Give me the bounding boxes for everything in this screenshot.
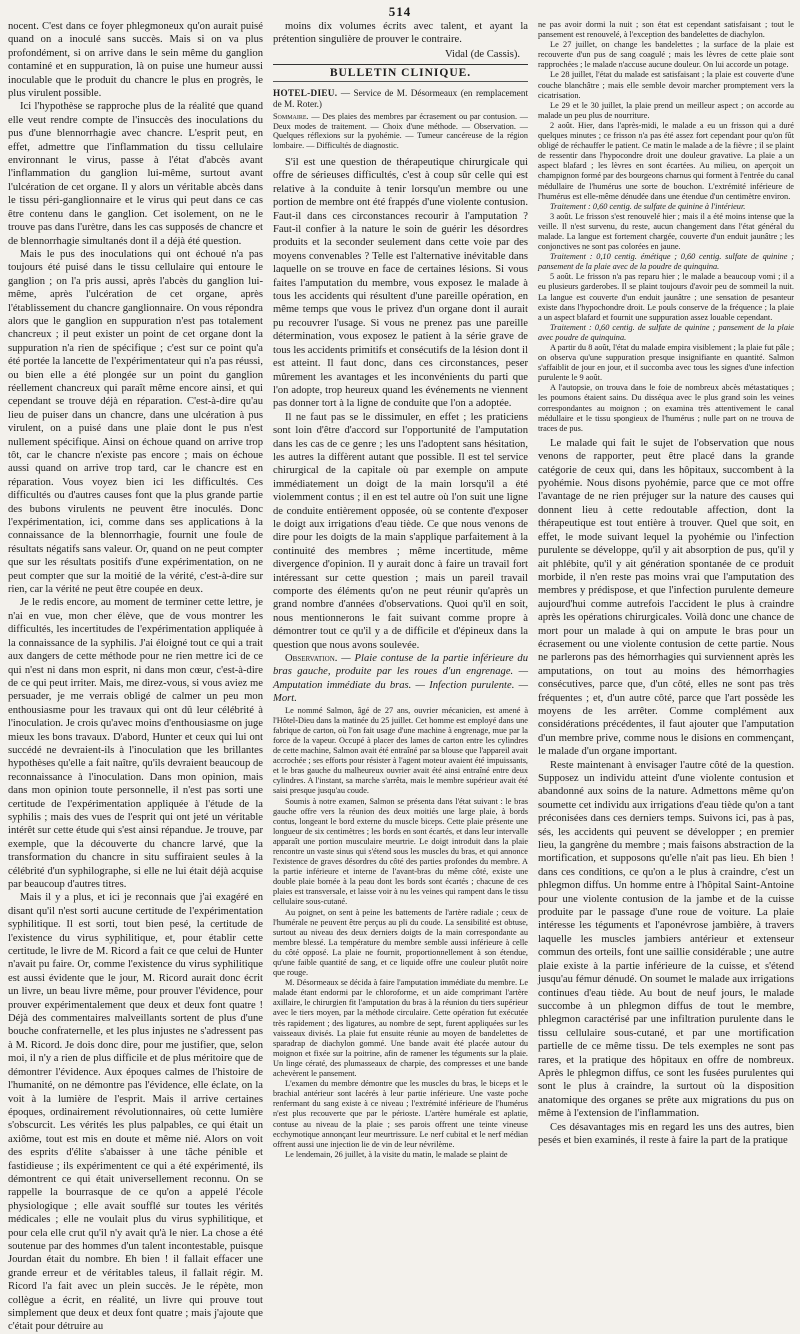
divider xyxy=(273,81,528,82)
paragraph: Ces désavantages mis en regard les uns des autres, bien pesés et bien examinés, il reste à faire la part de la pratique xyxy=(538,1121,794,1146)
paragraph: Mais il y a plus, et ici je reconnais que j'ai exagéré en disant qu'il n'est sorti aucune certitude de l'expérimentation syphilitique. Il est sorti, tout bien pesé, la certitude de l'existence du virus syphilitique, et, pour établir cette certitude, le livre de M. Ricord a fait ce que celui de Hunter n'avait pu faire. Or, comme l'existence du virus syphilitique est aussi évidente que le jour, M. Ricord aurait donc écrit un livre, un beau livre même, pour prouver l'évidence, pour prouver expérimentalement que deux et deux font quatre ! Déjà des commentaires malveillants sortent de plus d'une bouche confraternelle, et les plus injustes ne s'adressent pas à M. Ricord. Je dois donc dire, pour me justifier, que, selon moi, il n'y a rien de plus difficile et de plus méritoire que de démontrer l'évidence. Aux époques calmes de l'histoire de l'humanité, on ne démontre pas l'évidence, elle éclate, on la voit à la lumière de l'esprit. Mais il arrive certaines époques, ordinairement révolutionnaires, où cette lumière s'obscurcit. Les vérités les plus palpables, ce qui était un axiôme, tout est mis en doute et même nié. Alors on voit des esprits d'élite s'abaisser à une tâche pénible et fastidieuse ; ils expérimentent ce qui a été expérimenté, ils démontrent ce qui était universellement reconnu. On se rappelle la bourrasque de ce qu'on a appelé l'école physiologique ; elle avait soufflé sur toutes les vérités médicales ; elle ne voulait plus du virus syphilitique, et pour cela elle crut qu'il n'y avait qu'à le nier. La chose a été soutenue par des hommes d'un talent incontestable, puisque Jourdan était du nombre. Eh bien ! il fallait effacer une grande erreur et de véritables taleus, il fallait régir. M. Ricord l'a fait avec un plein succès. Je le répète, mon collègue a écrit, en réalité, un livre qui prouve tout simplement que deux et deux font quatre ; mais j'ajoute que c'était pour détruire au xyxy=(8,892,263,1333)
treatment-line: Traitement : 0,10 centig. émétique ; 0,60 centig. sulfate de quinine ; pansement de la plaie avec de la poudre de quinquina. xyxy=(538,252,794,272)
paragraph: M. Désormeaux se décida à faire l'amputation immédiate du membre. Le malade étant endormi par le chloroforme, et un aide comprimant l'artère axillaire, le chirurgien fit l'amputation du bras à la réunion du tiers supérieur avec le tiers moyen, par la méthode circulaire. Cette opération fut exécutée très rapidement ; des ligatures, au nombre de sept, furent appliquées sur les vaisseaux divisés. La plaie fut ensuite réunie au moyen de bandelettes de sparadrap de diachylon gommé. Une bande avait été placée autour du moignon et fixée sur la poitrine, afin de ramener les téguments sur la plaie. Un linge cératé, des plumasseaux de charpie, des compresses et une bande achevèrent le pansement. xyxy=(273,978,528,1079)
paragraph: Soumis à notre examen, Salmon se présenta dans l'état suivant : le bras gauche offre vers la réunion des deux moitiés une large plaie, à bords contus, longeant le bord externe du muscle biceps. Cette plaie présente une longueur de six centimètres ; les bords en sont écartés, et dans leur intervalle apparaît une portion musculaire meurtrie. Le doigt introduit dans la plaie rencontre un vaste sinus qui s'étend sous les muscles du bras, et qui annonce l'existence de graves désordres du côté des parties profondes du membre. A la partie inférieure et interne de l'avant-bras du même côté, existe une double plaie bornée à la peau dont les bords sont écartés ; chacune de ces plaies est transversale, et laisse voir à nu les veines qui rampent dans le tissu cellulaire sous-cutané. xyxy=(273,796,528,907)
paragraph: Le 28 juillet, l'état du malade est satisfaisant ; la plaie est couverte d'une couche blanchâtre ; mais elle semble devoir marcher promptement vers la cicatrisation. xyxy=(538,70,794,100)
paragraph: Ici l'hypothèse se rapproche plus de la réalité que quand elle veut rendre compte de l'insuccès des inoculations du pus d'une blennorrhagie avec chancre. L'esprit peut, en effet, admettre que l'inflammation du tissu cellulaire environnant le virus, passe à l'état d'abcès avant l'inflammation du ganglion lui-même, surtout avant l'ulcération de cet organe. Il y alors un véritable abcès dans le tissu péri-ganglionnaire et le virus qui peut dans ce cas être contenu dans le ganglion. Cet isolement, on ne le trouve pas dans l'urètre, dans les cas supposés de chancre et de blennorrhagie simultanés dont il a déjà été question. xyxy=(8,101,263,247)
paragraph: Il ne faut pas se le dissimuler, en effet ; les praticiens sont loin d'être d'accord sur l'opportunité de l'amputation dans les cas de ce genre ; les uns l'adoptent sans hésitation, les autres la diffèrent autant que possible. Il est tel service chirurgical de la capitale où par exemple on ampute immédiatement un doigt de la main lorsqu'il a été violemment contus ; il en est tel autre où l'on suit une ligne de conduite entièrement opposée, où se contente d'exposer le doigt aux irrigations d'eau tiède. Ce que nous venons de dire pour les doigts de la main s'applique parfaitement à la continuité des membres ; même incertitude, même divergence d'opinion. Il y aurait donc à faire un travail fort intéressant sur cette question ; mais un pareil travail comporte des éléments qu'on ne peut réunir qu'après un grand nombre d'années d'observations. Quoi qu'il en soit, nous mentionnerons le fait suivant comme propre à démontrer tout ce qu'il y a de difficile et d'épineux dans la question que nous avons soulevée. xyxy=(273,411,528,651)
paragraph: 5 août. Le frisson n'a pas reparu hier ; le malade a beaucoup vomi ; il a eu plusieurs garderobes. Il se plaint toujours d'avoir peu de sommeil la nuit. La langue est couverte d'un enduit jaunâtre ; une sensation de pesanteur existe dans l'hypochondre droit. Le pouls conserve de la fréquence ; la plaie a un aspect blafard et fournit une suppuration assez louable cependant. xyxy=(538,272,794,322)
paragraph: S'il est une question de thérapeutique chirurgicale qui offre de sérieuses difficultés, c'est à coup sûr celle qui est relative à la conduite à tenir lorsqu'un membre ou une portion de membre ont été frappés d'une violente contusion. Faut-il dans ces circonstances recourir à l'amputation ? Faut-il confier à la nature le soin de guérir les désordres produits et la seconder seulement dans cette voie par des moyens convenables ? Telle est l'alternative inévitable dans laquelle on se trouve en face de certaines lésions. Si vous faites l'amputation du membre, vous exposez le malade à tous les accidents qui résultent d'une pareille opération, en même temps que vous le privez d'un organe dont il aurait pu recouvrer l'usage. Si vous ne prenez pas une pareille détermination, vous exposez le patient à la série grave de tous les accidents primitifs et consécutifs de la lésion dont il est atteint. Il faut donc, dans ces circonstances, peser mûrement les avantages et les inconvénients du parti que l'on adopte, trop heureux quand les événements ne viennent pas donner tort à la ligne de conduite que l'on a adoptée. xyxy=(273,157,528,410)
summary xyxy=(273,112,528,151)
observation-title: — Plaie contuse de la partie inférieure du bras gauche, produite par les roues d'un engrenage. — Amputation immédiate du bras. — Infection purulente. — Mort. xyxy=(273,653,528,705)
paragraph: Mais le pus des inoculations qui ont échoué n'a pas toujours été puisé dans le tissu cellulaire qui entoure le ganglion ; on l'a pris aussi, après l'abcès du ganglion lui-même, après l'ulcération de cet organe, après l'établissement du chancre ganglionnaire. On vous répondra alors que le ganglion en suppuration n'est pas totalement chancreux ; il peut exister un point de cet organe dont la suppuration n'a rien de spécifique ; c'est sur ce point qu'a été portée la lancette de l'expérimentateur qui n'a pas réussi, ou bien elle a été plongée sur un point du ganglion réellement chancreux qui paraît même encore ainsi, et qui cependant se trouve déjà en réparation. C'est-à-dire qu'au lieu de puiser dans un chancre, dans une ulcération à pus virulent, on a puisé dans une plaie dont le pus n'est nullement spécifique. Ainsi on échoue quand on arrive trop tôt, car le chancre n'existe pas encore ; mais on échoue aussi quand on arrive trop tard, car le chancre est en réparation. Vous voyez bien ici les difficultés. Ces difficultés ou d'autres causes font que la plus grande partie des bubons virulents ne peuvent être inoculés. Donc l'expérimentation, ici, comme dans ses applications à la connaissance de la blennorrhagie, fournit une foule de résultats négatifs sans valeur. Or, quand on ne peut compter que sur les résultats positifs d'une expérimentation, on ne peut compter que sur la moitié de la vérité, c'est-à-dire sur rien, car la vérité ne peut être coupée en deux. xyxy=(8,248,263,596)
paragraph: Au poignet, on sent à peine les battements de l'artère radiale ; ceux de l'humérale ne peuvent être perçus au pli du coude. La sensibilité est obtuse, surtout au niveau des deux derniers doigts de la main correspondante au membre blessé. La température du membre semble aussi inférieure à celle du côté opposé. La plaie ne fournit, proportionnellement à son étendue, qu'une faible quantité de sang, et ce liquide offre une couleur plutôt noire que rouge. xyxy=(273,907,528,978)
paragraph: A partir du 8 août, l'état du malade empira visiblement ; la plaie fut pâle ; on observa qu'une suppuration presque insignifiante en quantité. Salmon s'affaiblit de jour en jour, et il succomba avec tous les signes d'une infection purulente le 9 août. xyxy=(538,343,794,383)
paragraph: 3 août. Le frisson s'est renouvelé hier ; mais il a été moins intense que la veille. Il n'est survenu, du reste, aucun changement dans l'état général du malade. La langue est fortement chargée, couverte d'un enduit jaunâtre ; les conjonctives ne sont pas colorées en jaune. xyxy=(538,211,794,252)
treatment-line: Traitement : 0,60 centig. de sulfate de quinine à l'intérieur. xyxy=(550,201,746,211)
hospital-name: HOTEL-DIEU. xyxy=(273,87,338,98)
section-title: BULLETIN CLINIQUE. xyxy=(329,66,472,79)
left-column xyxy=(8,20,263,1333)
paragraph: 2 août. Hier, dans l'après-midi, le malade a eu un frisson qui a duré quelques minutes ; ce frisson n'a pas été assez fort cependant pour qu'on fût obligé de réchauffer le patient. Ce matin le malade a de la fièvre ; il se plaint de ressentir dans l'hypocondre droit une douleur gravative. La plaie a un aspect blafard ; les lèvres en sont écartées. Au milieu, on aperçoit un champignon formé par des bourgeons charnus qui forment à l'entrée du canal médullaire de l'humérus une sorte de bouchon. L'extrémité inférieure de l'humérus est elle-même dénudée dans une étendue d'un centimètre environ. xyxy=(538,120,794,201)
paragraph: Le lendemain, 26 juillet, à la visite du matin, le malade se plaint de xyxy=(285,1149,508,1159)
signature: Vidal (de Cassis). xyxy=(445,48,520,60)
treatment-line: Traitement : 0,60 centig. de sulfate de quinine ; pansement de la plaie avec poudre de quinquina. xyxy=(538,322,794,342)
paragraph: A l'autopsie, on trouva dans le foie de nombreux abcès métastatiques ; les poumons étaient sains. Du disséqua avec le plus grand soin les veines correspondantes au moignon ; on examina très attentivement le canal médullaire et le tissu spongieux de l'humérus ; nulle part on ne trouva de traces de pus. xyxy=(538,383,794,433)
paragraph: Le malade qui fait le sujet de l'observation que nous venons de rapporter, peut être placé dans la grande catégorie de ceux qui, dans les hôpitaux, succombent à la pyohémie. Nous disons pyohémie, parce que ce mot offre l'avantage de ne rien préjuger sur la nature des causes qui donnent lieu à cette redoutable affection, dont la thérapeutique est tout entière à trouver. Quel que soit, en effet, le mode suivant lequel la pyohémie ou l'infection purulente se développe, qu'il y ait absorption de pus, qu'il y ait phlébite, qu'il y ait génération spontanée de ce produit morbide, il n'en reste pas moins vrai que l'amputation des membres y prédispose, et que l'infection purulente demeure aujourd'hui comme autrefois l'accident le plus à craindre après les opérations chirurgicales. Voilà donc une chance de mort pour un malade à qui on ampute le bras pour un écrasement ou une violente contusion de cette partie. Nous ne parlerons pas des hémorrhagies qui surviennent après les amputations, on tout au moins des hémorrhagies consécutives, parce que, d'un côté, elles ne sont pas très fréquentes ; et, d'un autre côté, parce que l'art possède les moyens de les arrêter. Comme complément aux considérations précédentes, il faut ajouter que l'amputation d'un membre prive, comme nous le disions en commençant, le malade d'un organe important. xyxy=(538,437,794,758)
paragraph: nocent. C'est dans ce foyer phlegmoneux qu'on aurait puisé quand on a inoculé sans succès. Mais si on va plus profondément, si on arrive dans le sein même du ganglion contaminé et en suppuration, là on puise une humeur aussi inoculable que le produit du chancre le plus en progrès, le plus virulent possible. xyxy=(8,21,263,100)
service-description: — Service de M. Désormeaux (en remplacement de M. Roter.) xyxy=(273,87,528,109)
observation-heading xyxy=(273,652,528,706)
paragraph: moins dix volumes écrits avec talent, et ayant la prétention singulière de prouver le contraire. xyxy=(273,21,528,46)
summary-label: Sommaire. xyxy=(273,111,309,121)
paragraph: Le 27 juillet, on change les bandelettes ; la surface de la plaie est recouverte d'un pus de sang coagulé ; mais les lèvres de cette plaie sont rapprochées ; le malade n'accuse aucune douleur. On lui accorde un potage. xyxy=(538,40,794,70)
paragraph: Je le redis encore, au moment de terminer cette lettre, je n'ai en vue, mon cher élève, que de vous montrer les difficultés, les incertitudes de l'expérimentation appliquée à la connaissance de la syphilis. J'ai éloigné tout ce qui a trait aux dangers de cette méthode pour ne rien mettre ici de ce qui n'est ni dans mon esprit, ni dans mon cœur, c'est-à-dire de ce qui peut irriter. Mais, me direz-vous, si vous aviez me persuader, je me verrais obligé de calmer un peu mon enthousiasme pour les travaux qui ont dû leur célébrité à l'inoculation. Je crois qu'avec moins d'enthousiasme on juge mieux les bons travaux. D'abord, Hunter et ceux qui lui ont succédé ne devraient-ils à l'inoculation que les brillantes hypothèses qu'elle a fait naître, qu'ils devraient beaucoup de reconnaissance à l'inoculation. Dans mon opinion, mais dans mon opinion toute personnelle, il n'est pas sorti une certitude de l'expérimentation appliquée à l'étude de la syphilis ; mais des vues de l'esprit qui ont jeté un véritable intérêt sur cette étude qui s'est ainsi répandue. Je trouve, par exemple, que la découverte du chancre larvé, que la transformation du chancre in situ suffiraient seules à la célébrité d'un syphilographe, si elle ne lui était déjà acquise par beaucoup d'autres titres. xyxy=(8,597,263,890)
paragraph: Reste maintenant à envisager l'autre côté de la question. Supposez un individu atteint d'une violente contusion et abandonné aux soins de la nature. Admettons même qu'on soumette cet individu aux irrigations d'eau tiède qu'on a tant préconisées dans ces derniers temps. Suivons ici, pas à pas, sés, les accidents qui peuvent se développer ; en premier lieu, la gangrène du membre ; mais faisons abstraction de la mortification, et supposons qu'elle n'ait pas lieu. Eh bien ! dans ces conditions, ce qu'on a le plus à craindre, c'est un phlegmon diffus. Un homme entre à l'hôpital Saint-Antoine pour une violente contusion de la jambe et de la cuisse produite par le passage d'une roue de voiture. La plaie intéresse les téguments et l'aponévrose jambière, à travers laquelle les muscles jambiers antérieur et extenseur commun des orteils, font une saillie considérable ; une autre plaie existe à la partie inférieure de la cuisse, et s'étend jusqu'au fémur dénudé. On soumet le malade aux irrigations continues d'eau tiède. Au bout de neuf jours, le malade succombe à un phlegmon diffus de tout le membre, phlegmon caractérisé par une infiltration purulente dans le tissu cellulaire sous-cutané, et par une mortification partielle de ce même tissu. De tels exemples ne sont pas rares, et la pratique des hôpitaux en offre de nombreux. Après le phlegmon diffus, ce sont les fusées purulentes qui sont le plus à craindre, la surtout où la disposition anatomique des organes se prête aux migrations du pus on même à l'extension de l'inflammation. xyxy=(538,759,794,1120)
paragraph: Le nommé Salmon, âgé de 27 ans, ouvrier mécanicien, est amené à l'Hôtel-Dieu dans la matinée du 25 juillet. Cet homme est employé dans une fabrique de carton, où l'on fait usage d'une machine à engrenage, mue par la force de la vapeur. Occupé à placer des lames de carton entre les cylindres de cette machine, Salmon avait été entraîné par sa blouse que l'appareil avait accrochée ; ses efforts pour résister à l'agent moteur avaient été impuissants, et le bras gauche du malheureux ouvrier avait été ainsi entraîné entre deux cylindres. A l'instant, sa marche s'arrêta, mais le membre supérieur avait été saisi presque jusqu'au coude. xyxy=(273,705,528,796)
summary-text: — Des plaies des membres par écrasement ou par contusion. — Deux modes de traitement. — Choix d'une méthode. — Observation. — Quelques réflexions sur la pyohémie. — Tumeur cancéreuse de la région lombaire. — Difficultés de diagnostic. xyxy=(273,111,528,151)
paragraph: Le 29 et le 30 juillet, la plaie prend un meilleur aspect ; on accorde au malade un peu plus de nourriture. xyxy=(538,100,794,120)
middle-column xyxy=(273,20,528,1159)
paragraph: L'examen du membre démontre que les muscles du bras, le biceps et le brachial antérieur sont lacérés à leur partie inférieure. Une vaste poche renfermant du sang existe à ce niveau ; l'extrémité inférieure de l'humérus n'est plus recouverte que par le périoste. L'artère humérale est aplatie, contuse au niveau de la plaie ; ses parois offrent une teinte vineuse ecchymotique annonçant leur meurtrissure. Le nerf cubital et le nerf médian offrent aussi une injection lie de vin de leur névrilème. xyxy=(273,1079,528,1149)
page-number: 514 xyxy=(388,4,412,19)
right-column xyxy=(538,20,794,1146)
divider xyxy=(273,64,528,65)
observation-label: Observation. xyxy=(285,653,338,665)
paragraph: ne pas avoir dormi la nuit ; son état est cependant satisfaisant ; tout le pansement est renouvelé, à l'exception des bandelettes de diachylon. xyxy=(538,20,794,40)
service-header xyxy=(273,88,528,110)
